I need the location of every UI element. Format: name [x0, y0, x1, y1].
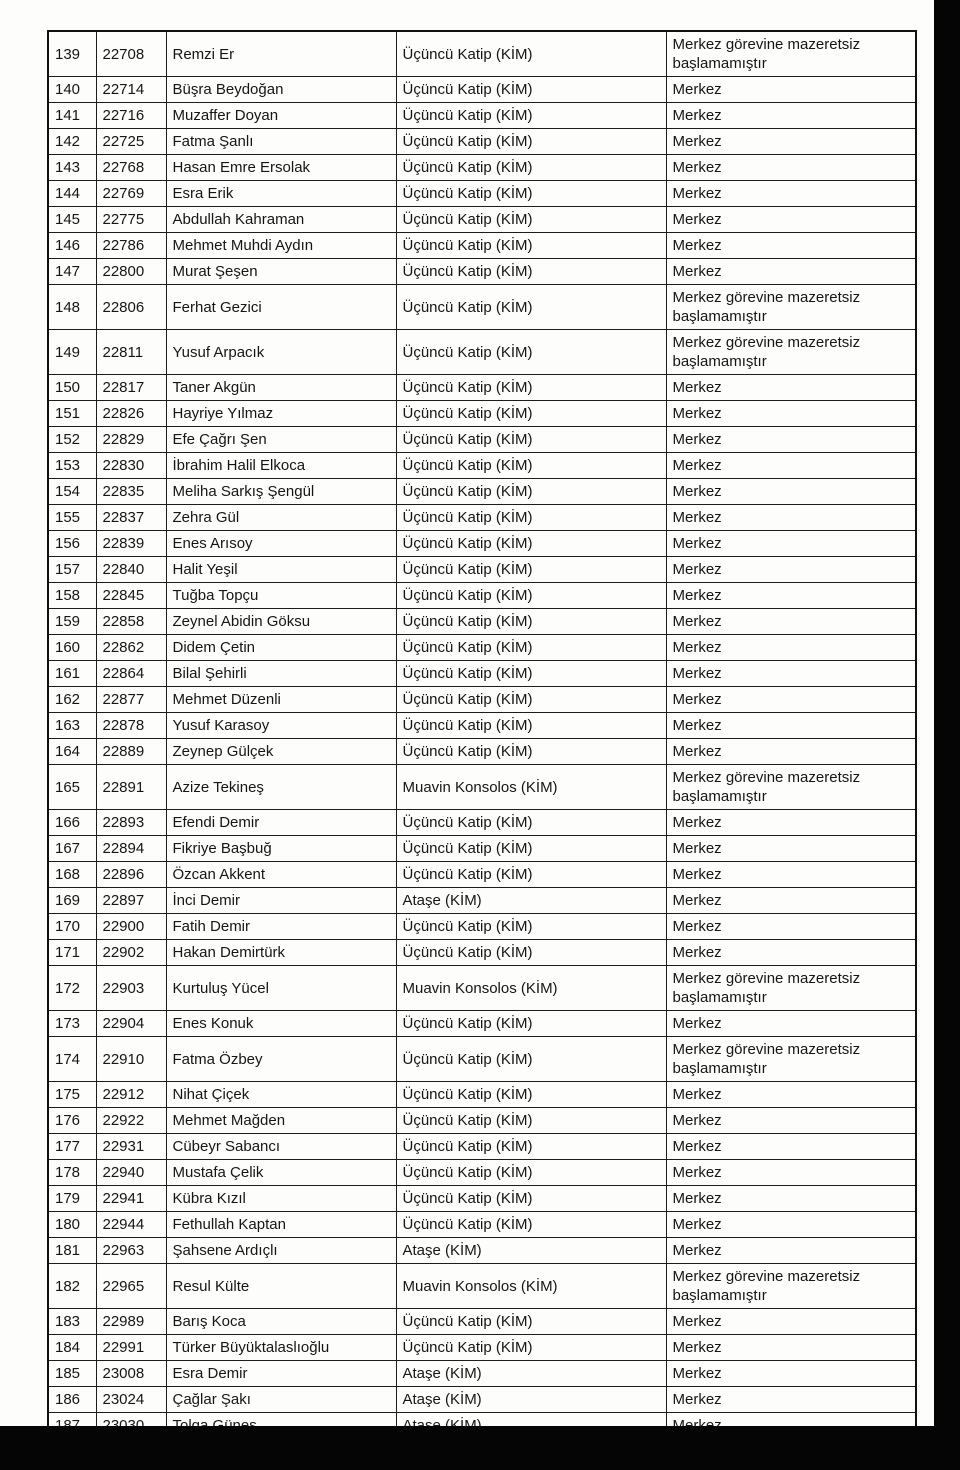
- table-row: [48, 862, 916, 888]
- personnel-table-body: [48, 31, 916, 1439]
- registry-number-cell: 22864: [96, 661, 166, 687]
- title-cell: Üçüncü Katip (KİM): [396, 1309, 666, 1335]
- person-name-cell: Cübeyr Sabancı: [166, 1134, 396, 1160]
- registry-number-cell: 22845: [96, 583, 166, 609]
- person-name-cell: Büşra Beydoğan: [166, 77, 396, 103]
- status-cell: Merkez: [666, 1082, 916, 1108]
- registry-number-cell: 23008: [96, 1361, 166, 1387]
- registry-number-cell: 22891: [96, 765, 166, 810]
- status-cell: Merkez: [666, 1309, 916, 1335]
- registry-number-cell: 22963: [96, 1238, 166, 1264]
- table-row: [48, 103, 916, 129]
- title-cell: Üçüncü Katip (KİM): [396, 940, 666, 966]
- row-number-cell: 167: [48, 836, 96, 862]
- table-row: [48, 427, 916, 453]
- row-number-cell: 154: [48, 479, 96, 505]
- status-cell: Merkez: [666, 181, 916, 207]
- personnel-table: [47, 30, 917, 1440]
- registry-number-cell: 22878: [96, 713, 166, 739]
- person-name-cell: Zeynel Abidin Göksu: [166, 609, 396, 635]
- registry-number-cell: 22991: [96, 1335, 166, 1361]
- person-name-cell: Remzi Er: [166, 31, 396, 77]
- title-cell: Üçüncü Katip (KİM): [396, 1037, 666, 1082]
- registry-number-cell: 22806: [96, 285, 166, 330]
- title-cell: Üçüncü Katip (KİM): [396, 687, 666, 713]
- row-number-cell: 162: [48, 687, 96, 713]
- row-number-cell: 176: [48, 1108, 96, 1134]
- registry-number-cell: 22716: [96, 103, 166, 129]
- table-row: [48, 1238, 916, 1264]
- registry-number-cell: 22862: [96, 635, 166, 661]
- person-name-cell: Yusuf Arpacık: [166, 330, 396, 375]
- row-number-cell: 159: [48, 609, 96, 635]
- registry-number-cell: 22786: [96, 233, 166, 259]
- person-name-cell: Fatih Demir: [166, 914, 396, 940]
- title-cell: Üçüncü Katip (KİM): [396, 427, 666, 453]
- row-number-cell: 165: [48, 765, 96, 810]
- row-number-cell: 153: [48, 453, 96, 479]
- title-cell: Üçüncü Katip (KİM): [396, 181, 666, 207]
- status-cell: Merkez: [666, 259, 916, 285]
- person-name-cell: Çağlar Şakı: [166, 1387, 396, 1413]
- title-cell: Üçüncü Katip (KİM): [396, 259, 666, 285]
- person-name-cell: Yusuf Karasoy: [166, 713, 396, 739]
- row-number-cell: 180: [48, 1212, 96, 1238]
- table-row: [48, 1387, 916, 1413]
- scan-artifact-right-edge: [934, 0, 960, 1470]
- title-cell: Üçüncü Katip (KİM): [396, 505, 666, 531]
- person-name-cell: Zehra Gül: [166, 505, 396, 531]
- table-row: [48, 635, 916, 661]
- table-row: [48, 1186, 916, 1212]
- row-number-cell: 148: [48, 285, 96, 330]
- status-cell: Merkez: [666, 661, 916, 687]
- person-name-cell: Meliha Sarkış Şengül: [166, 479, 396, 505]
- table-row: [48, 1011, 916, 1037]
- row-number-cell: 170: [48, 914, 96, 940]
- registry-number-cell: 22708: [96, 31, 166, 77]
- row-number-cell: 146: [48, 233, 96, 259]
- person-name-cell: Hayriye Yılmaz: [166, 401, 396, 427]
- person-name-cell: Murat Şeşen: [166, 259, 396, 285]
- person-name-cell: Fatma Şanlı: [166, 129, 396, 155]
- title-cell: Üçüncü Katip (KİM): [396, 453, 666, 479]
- table-row: [48, 1309, 916, 1335]
- person-name-cell: Tuğba Topçu: [166, 583, 396, 609]
- table-row: [48, 1082, 916, 1108]
- title-cell: Üçüncü Katip (KİM): [396, 1108, 666, 1134]
- registry-number-cell: 22903: [96, 966, 166, 1011]
- status-cell: Merkez: [666, 1335, 916, 1361]
- status-cell: Merkez: [666, 155, 916, 181]
- registry-number-cell: 22897: [96, 888, 166, 914]
- title-cell: Üçüncü Katip (KİM): [396, 77, 666, 103]
- table-row: [48, 940, 916, 966]
- title-cell: Üçüncü Katip (KİM): [396, 375, 666, 401]
- person-name-cell: Hasan Emre Ersolak: [166, 155, 396, 181]
- person-name-cell: Enes Konuk: [166, 1011, 396, 1037]
- title-cell: Üçüncü Katip (KİM): [396, 531, 666, 557]
- person-name-cell: İbrahim Halil Elkoca: [166, 453, 396, 479]
- registry-number-cell: 23024: [96, 1387, 166, 1413]
- status-cell: Merkez: [666, 531, 916, 557]
- row-number-cell: 149: [48, 330, 96, 375]
- registry-number-cell: 22800: [96, 259, 166, 285]
- person-name-cell: Azize Tekineş: [166, 765, 396, 810]
- title-cell: Üçüncü Katip (KİM): [396, 103, 666, 129]
- registry-number-cell: 22877: [96, 687, 166, 713]
- title-cell: Üçüncü Katip (KİM): [396, 836, 666, 862]
- status-cell: Merkez: [666, 836, 916, 862]
- person-name-cell: Fethullah Kaptan: [166, 1212, 396, 1238]
- person-name-cell: Mehmet Muhdi Aydın: [166, 233, 396, 259]
- row-number-cell: 164: [48, 739, 96, 765]
- title-cell: Üçüncü Katip (KİM): [396, 401, 666, 427]
- table-row: [48, 375, 916, 401]
- scan-artifact-bottom-edge: [0, 1426, 960, 1470]
- row-number-cell: 183: [48, 1309, 96, 1335]
- person-name-cell: Bilal Şehirli: [166, 661, 396, 687]
- row-number-cell: 143: [48, 155, 96, 181]
- table-row: [48, 1108, 916, 1134]
- row-number-cell: 152: [48, 427, 96, 453]
- registry-number-cell: 22893: [96, 810, 166, 836]
- title-cell: Üçüncü Katip (KİM): [396, 1160, 666, 1186]
- status-cell: Merkez: [666, 557, 916, 583]
- table-row: [48, 31, 916, 77]
- title-cell: Üçüncü Katip (KİM): [396, 583, 666, 609]
- status-cell: Merkez: [666, 940, 916, 966]
- registry-number-cell: 22989: [96, 1309, 166, 1335]
- table-row: [48, 914, 916, 940]
- table-row: [48, 181, 916, 207]
- table-row: [48, 810, 916, 836]
- row-number-cell: 139: [48, 31, 96, 77]
- title-cell: Muavin Konsolos (KİM): [396, 765, 666, 810]
- status-cell: Merkez: [666, 375, 916, 401]
- title-cell: Üçüncü Katip (KİM): [396, 635, 666, 661]
- row-number-cell: 174: [48, 1037, 96, 1082]
- row-number-cell: 155: [48, 505, 96, 531]
- person-name-cell: Mehmet Mağden: [166, 1108, 396, 1134]
- table-row: [48, 77, 916, 103]
- table-row: [48, 531, 916, 557]
- table-row: [48, 583, 916, 609]
- status-cell: Merkez: [666, 1108, 916, 1134]
- registry-number-cell: 22830: [96, 453, 166, 479]
- table-row: [48, 687, 916, 713]
- status-cell: Merkez: [666, 810, 916, 836]
- title-cell: Üçüncü Katip (KİM): [396, 233, 666, 259]
- title-cell: Ataşe (KİM): [396, 888, 666, 914]
- registry-number-cell: 22912: [96, 1082, 166, 1108]
- table-row: [48, 1264, 916, 1309]
- person-name-cell: Halit Yeşil: [166, 557, 396, 583]
- person-name-cell: Kübra Kızıl: [166, 1186, 396, 1212]
- registry-number-cell: 22941: [96, 1186, 166, 1212]
- row-number-cell: 171: [48, 940, 96, 966]
- registry-number-cell: 22902: [96, 940, 166, 966]
- row-number-cell: 166: [48, 810, 96, 836]
- status-cell: Merkez: [666, 687, 916, 713]
- status-cell: Merkez: [666, 888, 916, 914]
- registry-number-cell: 22811: [96, 330, 166, 375]
- status-cell: Merkez: [666, 103, 916, 129]
- table-row: [48, 479, 916, 505]
- registry-number-cell: 22714: [96, 77, 166, 103]
- title-cell: Üçüncü Katip (KİM): [396, 810, 666, 836]
- status-cell: Merkez: [666, 609, 916, 635]
- status-cell: Merkez: [666, 1186, 916, 1212]
- registry-number-cell: 22894: [96, 836, 166, 862]
- row-number-cell: 156: [48, 531, 96, 557]
- person-name-cell: Özcan Akkent: [166, 862, 396, 888]
- table-row: [48, 765, 916, 810]
- table-row: [48, 155, 916, 181]
- registry-number-cell: 22858: [96, 609, 166, 635]
- registry-number-cell: 22965: [96, 1264, 166, 1309]
- row-number-cell: 142: [48, 129, 96, 155]
- status-cell: Merkez: [666, 77, 916, 103]
- status-cell: Merkez görevine mazeretsiz başlamamıştır: [666, 765, 916, 810]
- registry-number-cell: 22940: [96, 1160, 166, 1186]
- table-row: [48, 401, 916, 427]
- table-row: [48, 505, 916, 531]
- person-name-cell: İnci Demir: [166, 888, 396, 914]
- person-name-cell: Nihat Çiçek: [166, 1082, 396, 1108]
- title-cell: Ataşe (KİM): [396, 1361, 666, 1387]
- table-row: [48, 285, 916, 330]
- row-number-cell: 158: [48, 583, 96, 609]
- person-name-cell: Taner Akgün: [166, 375, 396, 401]
- status-cell: Merkez: [666, 1387, 916, 1413]
- table-row: [48, 966, 916, 1011]
- person-name-cell: Hakan Demirtürk: [166, 940, 396, 966]
- row-number-cell: 181: [48, 1238, 96, 1264]
- person-name-cell: Ferhat Gezici: [166, 285, 396, 330]
- status-cell: Merkez görevine mazeretsiz başlamamıştır: [666, 31, 916, 77]
- table-row: [48, 1212, 916, 1238]
- status-cell: Merkez görevine mazeretsiz başlamamıştır: [666, 1037, 916, 1082]
- status-cell: Merkez: [666, 1238, 916, 1264]
- table-row: [48, 1160, 916, 1186]
- row-number-cell: 161: [48, 661, 96, 687]
- row-number-cell: 185: [48, 1361, 96, 1387]
- row-number-cell: 168: [48, 862, 96, 888]
- row-number-cell: 151: [48, 401, 96, 427]
- status-cell: Merkez: [666, 207, 916, 233]
- table-row: [48, 661, 916, 687]
- person-name-cell: Esra Demir: [166, 1361, 396, 1387]
- title-cell: Üçüncü Katip (KİM): [396, 1212, 666, 1238]
- table-row: [48, 233, 916, 259]
- title-cell: Üçüncü Katip (KİM): [396, 1011, 666, 1037]
- title-cell: Üçüncü Katip (KİM): [396, 1134, 666, 1160]
- person-name-cell: Barış Koca: [166, 1309, 396, 1335]
- registry-number-cell: 22944: [96, 1212, 166, 1238]
- row-number-cell: 144: [48, 181, 96, 207]
- row-number-cell: 175: [48, 1082, 96, 1108]
- row-number-cell: 169: [48, 888, 96, 914]
- status-cell: Merkez: [666, 1160, 916, 1186]
- title-cell: Ataşe (KİM): [396, 1387, 666, 1413]
- status-cell: Merkez: [666, 479, 916, 505]
- table-row: [48, 557, 916, 583]
- status-cell: Merkez: [666, 129, 916, 155]
- status-cell: Merkez: [666, 739, 916, 765]
- row-number-cell: 173: [48, 1011, 96, 1037]
- person-name-cell: Mustafa Çelik: [166, 1160, 396, 1186]
- table-row: [48, 609, 916, 635]
- table-row: [48, 1134, 916, 1160]
- table-row: [48, 1037, 916, 1082]
- table-row: [48, 259, 916, 285]
- title-cell: Muavin Konsolos (KİM): [396, 1264, 666, 1309]
- status-cell: Merkez görevine mazeretsiz başlamamıştır: [666, 966, 916, 1011]
- person-name-cell: Efe Çağrı Şen: [166, 427, 396, 453]
- person-name-cell: Efendi Demir: [166, 810, 396, 836]
- table-row: [48, 1335, 916, 1361]
- title-cell: Üçüncü Katip (KİM): [396, 661, 666, 687]
- person-name-cell: Didem Çetin: [166, 635, 396, 661]
- row-number-cell: 157: [48, 557, 96, 583]
- table-row: [48, 330, 916, 375]
- row-number-cell: 178: [48, 1160, 96, 1186]
- registry-number-cell: 22835: [96, 479, 166, 505]
- person-name-cell: Muzaffer Doyan: [166, 103, 396, 129]
- row-number-cell: 182: [48, 1264, 96, 1309]
- status-cell: Merkez: [666, 1212, 916, 1238]
- row-number-cell: 150: [48, 375, 96, 401]
- row-number-cell: 160: [48, 635, 96, 661]
- status-cell: Merkez: [666, 1134, 916, 1160]
- title-cell: Üçüncü Katip (KİM): [396, 479, 666, 505]
- row-number-cell: 184: [48, 1335, 96, 1361]
- status-cell: Merkez: [666, 401, 916, 427]
- status-cell: Merkez görevine mazeretsiz başlamamıştır: [666, 330, 916, 375]
- title-cell: Üçüncü Katip (KİM): [396, 739, 666, 765]
- person-name-cell: Abdullah Kahraman: [166, 207, 396, 233]
- status-cell: Merkez: [666, 427, 916, 453]
- title-cell: Üçüncü Katip (KİM): [396, 285, 666, 330]
- person-name-cell: Resul Külte: [166, 1264, 396, 1309]
- registry-number-cell: 22922: [96, 1108, 166, 1134]
- row-number-cell: 147: [48, 259, 96, 285]
- row-number-cell: 186: [48, 1387, 96, 1413]
- registry-number-cell: 22826: [96, 401, 166, 427]
- registry-number-cell: 22829: [96, 427, 166, 453]
- row-number-cell: 145: [48, 207, 96, 233]
- title-cell: Üçüncü Katip (KİM): [396, 31, 666, 77]
- registry-number-cell: 22889: [96, 739, 166, 765]
- status-cell: Merkez: [666, 453, 916, 479]
- person-name-cell: Şahsene Ardıçlı: [166, 1238, 396, 1264]
- registry-number-cell: 22931: [96, 1134, 166, 1160]
- title-cell: Üçüncü Katip (KİM): [396, 207, 666, 233]
- registry-number-cell: 22840: [96, 557, 166, 583]
- registry-number-cell: 22837: [96, 505, 166, 531]
- registry-number-cell: 22769: [96, 181, 166, 207]
- title-cell: Üçüncü Katip (KİM): [396, 330, 666, 375]
- title-cell: Üçüncü Katip (KİM): [396, 1335, 666, 1361]
- person-name-cell: Fikriye Başbuğ: [166, 836, 396, 862]
- table-row: [48, 1361, 916, 1387]
- row-number-cell: 140: [48, 77, 96, 103]
- person-name-cell: Mehmet Düzenli: [166, 687, 396, 713]
- title-cell: Üçüncü Katip (KİM): [396, 155, 666, 181]
- table-row: [48, 207, 916, 233]
- person-name-cell: Enes Arısoy: [166, 531, 396, 557]
- table-row: [48, 713, 916, 739]
- person-name-cell: Fatma Özbey: [166, 1037, 396, 1082]
- title-cell: Üçüncü Katip (KİM): [396, 557, 666, 583]
- title-cell: Üçüncü Katip (KİM): [396, 862, 666, 888]
- status-cell: Merkez: [666, 635, 916, 661]
- status-cell: Merkez: [666, 713, 916, 739]
- status-cell: Merkez: [666, 1361, 916, 1387]
- status-cell: Merkez görevine mazeretsiz başlamamıştır: [666, 1264, 916, 1309]
- registry-number-cell: 22904: [96, 1011, 166, 1037]
- registry-number-cell: 22817: [96, 375, 166, 401]
- registry-number-cell: 22896: [96, 862, 166, 888]
- status-cell: Merkez görevine mazeretsiz başlamamıştır: [666, 285, 916, 330]
- status-cell: Merkez: [666, 233, 916, 259]
- row-number-cell: 179: [48, 1186, 96, 1212]
- status-cell: Merkez: [666, 505, 916, 531]
- title-cell: Üçüncü Katip (KİM): [396, 914, 666, 940]
- status-cell: Merkez: [666, 1011, 916, 1037]
- row-number-cell: 172: [48, 966, 96, 1011]
- title-cell: Üçüncü Katip (KİM): [396, 713, 666, 739]
- registry-number-cell: 22839: [96, 531, 166, 557]
- table-row: [48, 453, 916, 479]
- row-number-cell: 141: [48, 103, 96, 129]
- registry-number-cell: 22768: [96, 155, 166, 181]
- row-number-cell: 163: [48, 713, 96, 739]
- table-row: [48, 836, 916, 862]
- registry-number-cell: 22725: [96, 129, 166, 155]
- person-name-cell: Zeynep Gülçek: [166, 739, 396, 765]
- table-row: [48, 129, 916, 155]
- registry-number-cell: 22900: [96, 914, 166, 940]
- row-number-cell: 177: [48, 1134, 96, 1160]
- status-cell: Merkez: [666, 583, 916, 609]
- person-name-cell: Esra Erik: [166, 181, 396, 207]
- status-cell: Merkez: [666, 914, 916, 940]
- title-cell: Ataşe (KİM): [396, 1238, 666, 1264]
- registry-number-cell: 22910: [96, 1037, 166, 1082]
- title-cell: Üçüncü Katip (KİM): [396, 1082, 666, 1108]
- title-cell: Muavin Konsolos (KİM): [396, 966, 666, 1011]
- title-cell: Üçüncü Katip (KİM): [396, 129, 666, 155]
- person-name-cell: Kurtuluş Yücel: [166, 966, 396, 1011]
- title-cell: Üçüncü Katip (KİM): [396, 609, 666, 635]
- person-name-cell: Türker Büyüktalaslıoğlu: [166, 1335, 396, 1361]
- table-row: [48, 739, 916, 765]
- status-cell: Merkez: [666, 862, 916, 888]
- registry-number-cell: 22775: [96, 207, 166, 233]
- table-row: [48, 888, 916, 914]
- title-cell: Üçüncü Katip (KİM): [396, 1186, 666, 1212]
